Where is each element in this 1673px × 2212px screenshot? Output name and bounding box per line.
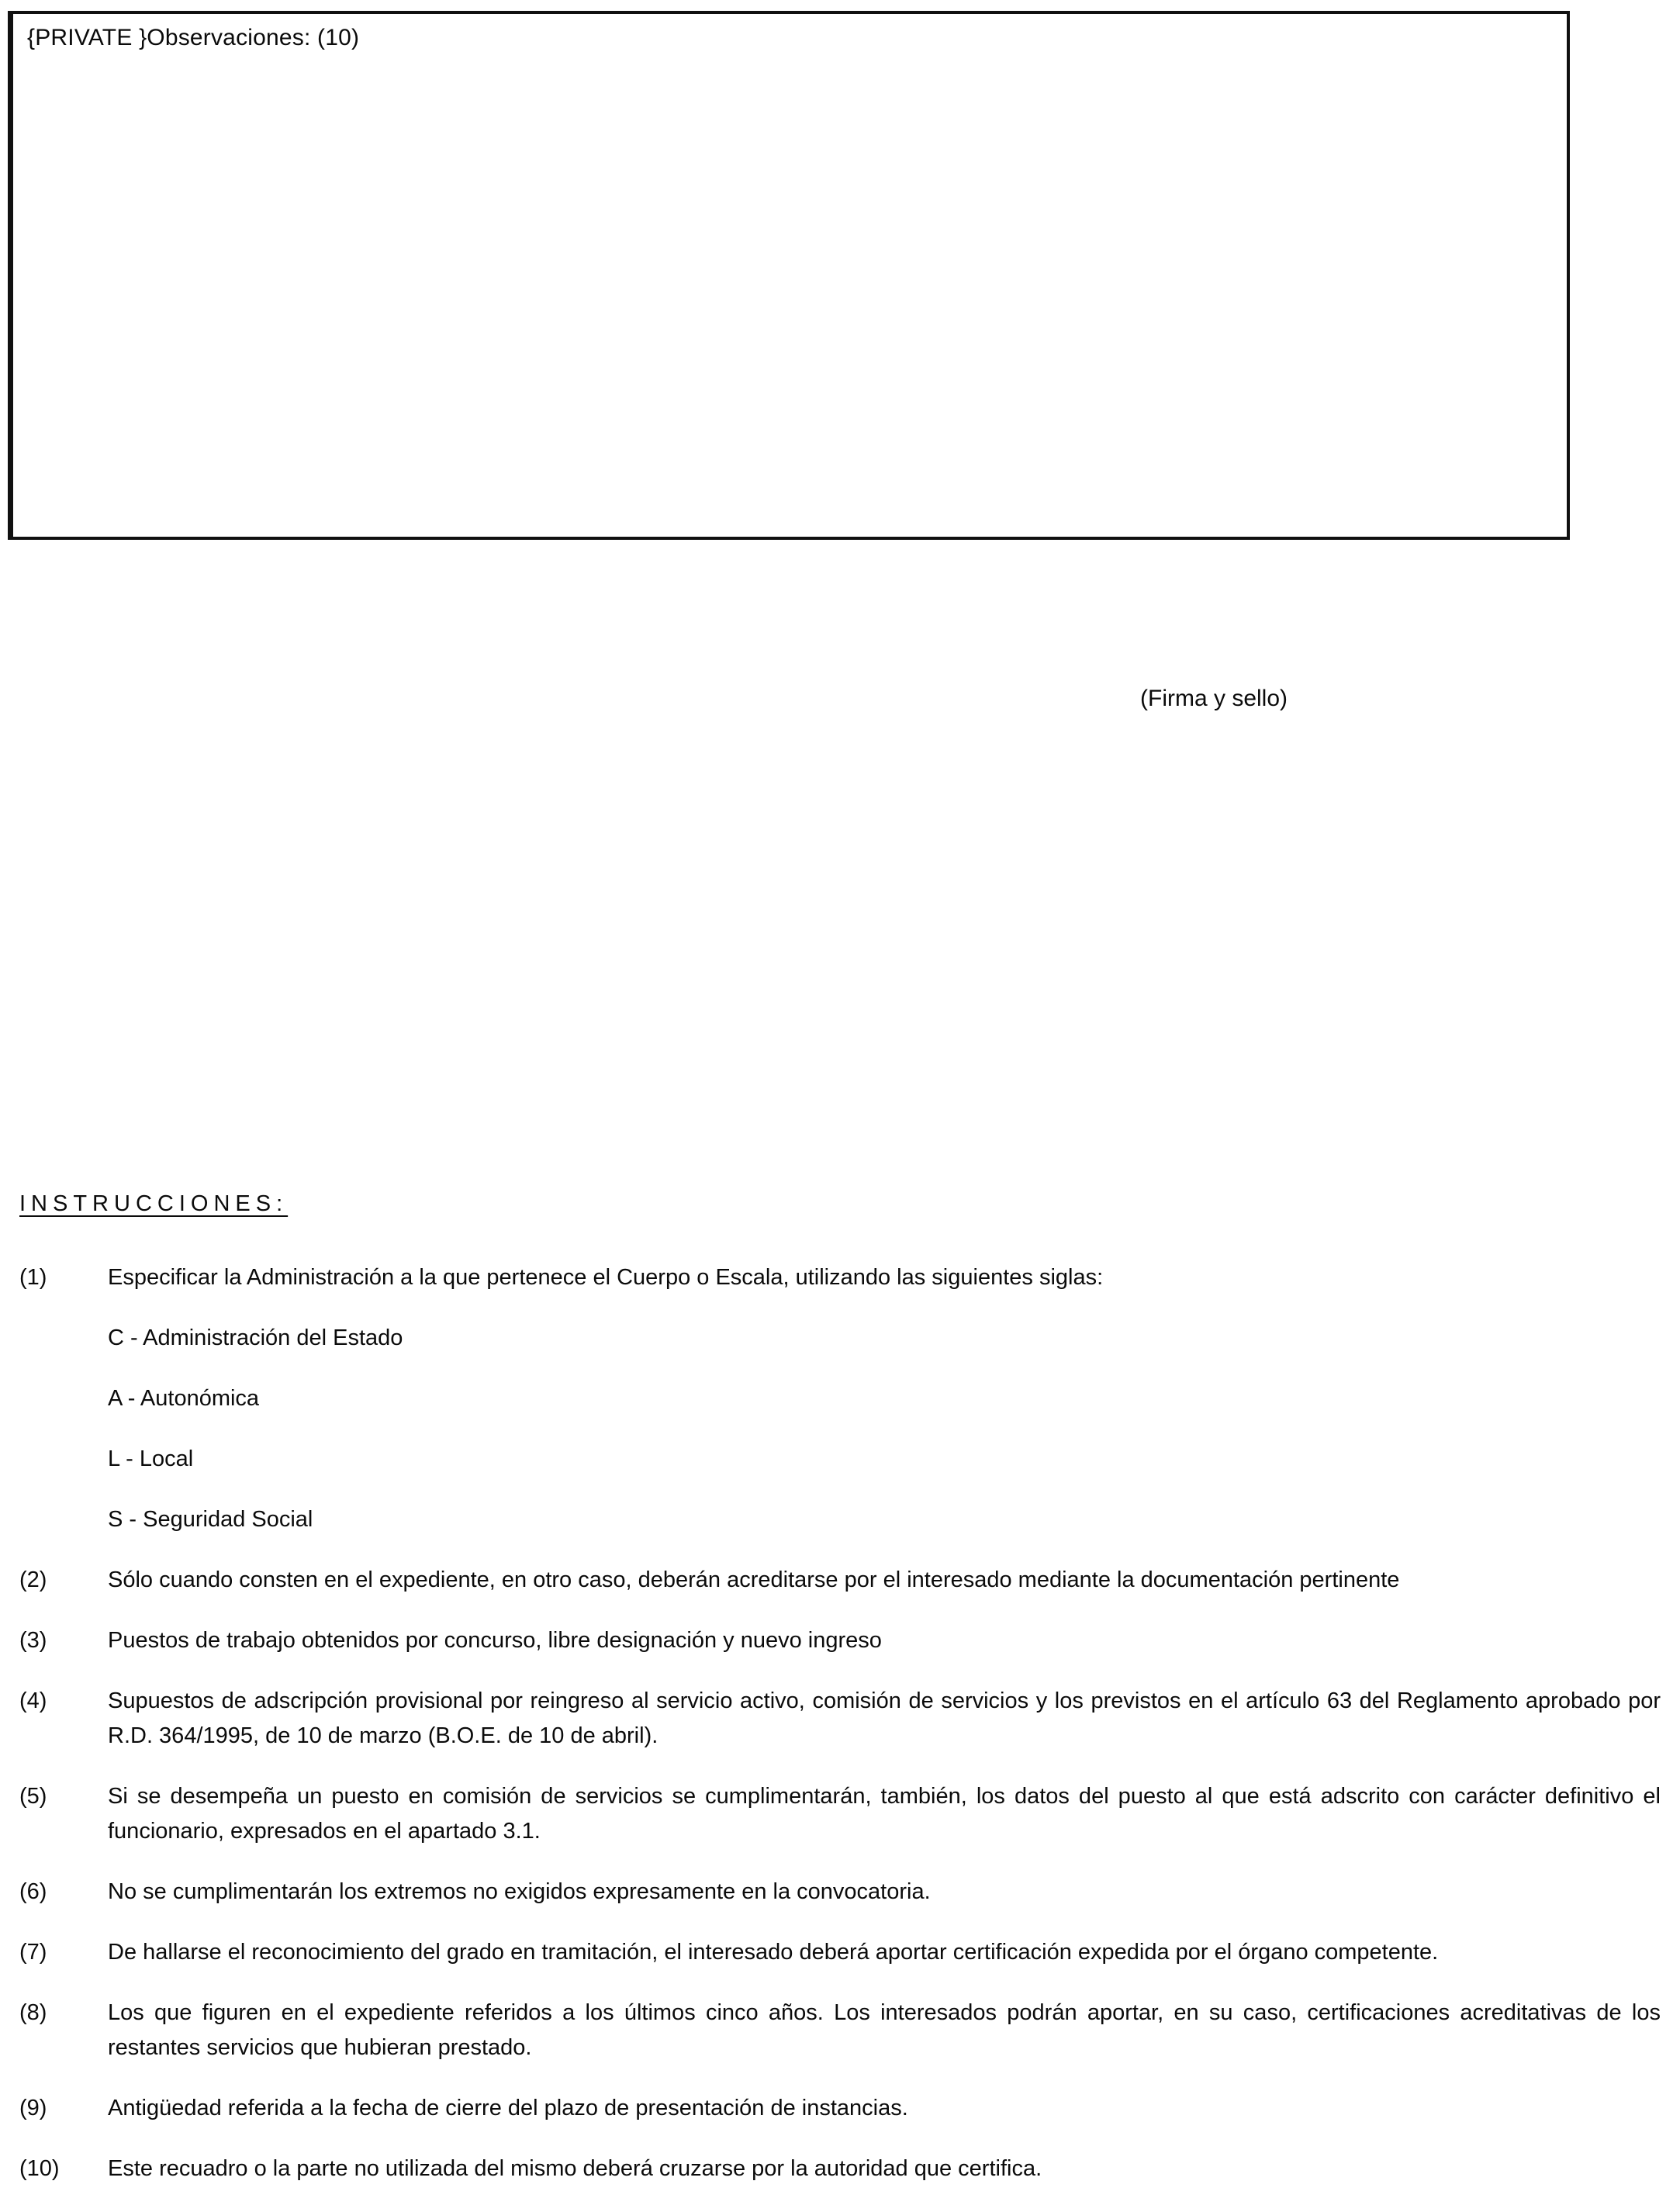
instruction-text: Los que figuren en el expediente referidos a los últimos cinco años. Los interesados podrán aportar, en su caso, certificaciones acreditativas de los restantes servicios que hubieran prestado.: [108, 2000, 1661, 2060]
instruction-subitem-text: L - Local: [108, 1446, 194, 1471]
instruction-item: [19, 2152, 1665, 2186]
instruction-number: (6): [19, 1879, 47, 1904]
instructions-list: [19, 1260, 1665, 2186]
instruction-item: [19, 1260, 1665, 1295]
instruction-subitem: [19, 1442, 1665, 1477]
instruction-item: [19, 2091, 1665, 2126]
instruction-number: (9): [19, 2096, 47, 2120]
observaciones-box: [8, 11, 1570, 540]
instruction-number: (5): [19, 1784, 47, 1809]
instruction-item: [19, 1935, 1665, 1970]
instruction-number: (10): [19, 2156, 60, 2181]
instruction-number: (7): [19, 1940, 47, 1965]
instruction-text: Sólo cuando consten en el expediente, en otro caso, deberán acreditarse por el interesado mediante la documentación pertinente: [108, 1567, 1400, 1592]
instruction-number: (2): [19, 1567, 47, 1592]
signature-caption: (Firma y sello): [1140, 686, 1288, 711]
instruction-text: Este recuadro o la parte no utilizada del mismo deberá cruzarse por la autoridad que certifica.: [108, 2156, 1042, 2181]
instruction-item: [19, 1875, 1665, 1910]
instruction-item: [19, 1623, 1665, 1658]
instruction-text: Si se desempeña un puesto en comisión de servicios se cumplimentarán, también, los datos del puesto al que está adscrito con carácter definitivo el funcionario, expresados en el apartado 3.1.: [108, 1784, 1661, 1844]
instruction-text: No se cumplimentarán los extremos no exigidos expresamente en la convocatoria.: [108, 1879, 931, 1904]
instruction-subitem-text: S - Seguridad Social: [108, 1507, 313, 1532]
instruction-number: (3): [19, 1628, 47, 1653]
instruction-subitem-text: A - Autonómica: [108, 1386, 260, 1411]
instruction-text: De hallarse el reconocimiento del grado en tramitación, el interesado deberá aportar certificación expedida por el órgano competente.: [108, 1940, 1439, 1965]
instruction-number: (1): [19, 1265, 47, 1290]
instruction-text: Especificar la Administración a la que pertenece el Cuerpo o Escala, utilizando las siguientes siglas:: [108, 1265, 1104, 1290]
instruction-number: (4): [19, 1688, 47, 1713]
instruction-item: [19, 1563, 1665, 1598]
instruction-text: Antigüedad referida a la fecha de cierre del plazo de presentación de instancias.: [108, 2096, 908, 2120]
instructions-title: INSTRUCCIONES:: [19, 1191, 289, 1216]
observaciones-label: {PRIVATE }Observaciones: (10): [27, 25, 360, 50]
instruction-subitem: [19, 1502, 1665, 1537]
instruction-subitem-text: C - Administración del Estado: [108, 1325, 403, 1350]
instruction-item: [19, 1996, 1665, 2065]
instructions-section: [19, 1191, 1665, 2212]
instruction-item: [19, 1779, 1665, 1849]
instruction-subitem: [19, 1321, 1665, 1356]
instruction-text: Puestos de trabajo obtenidos por concurso, libre designación y nuevo ingreso: [108, 1628, 882, 1653]
instruction-item: [19, 1684, 1665, 1754]
instruction-number: (8): [19, 2000, 47, 2025]
instruction-text: Supuestos de adscripción provisional por reingreso al servicio activo, comisión de servicios y los previstos en el artículo 63 del Reglamento aprobado por R.D. 364/1995, de 10 de marzo (B.O.E. de 10 de abril).: [108, 1688, 1661, 1748]
instruction-subitem: [19, 1381, 1665, 1416]
